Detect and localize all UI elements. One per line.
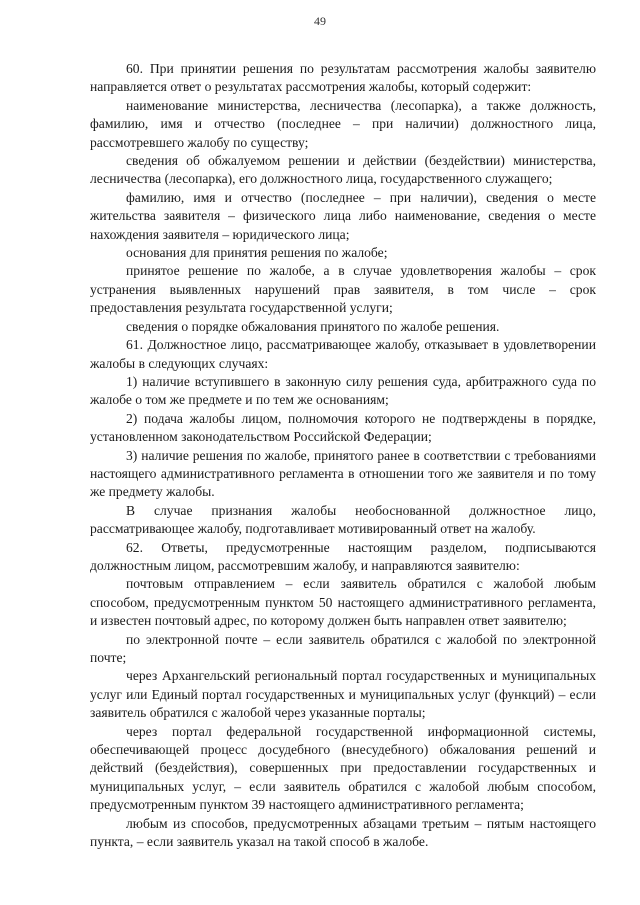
paragraph-item: сведения о порядке обжалования принятого по жалобе решения. [126, 318, 500, 334]
paragraph-60-intro: 60. При принятии решения по результатам рассмотрения жалобы заявителю направляется ответ о результатах рассмотрения жалобы, который содержит: [90, 61, 596, 95]
paragraph-item: любым из способов, предусмотренных абзацами третьим – пятым настоящего пункта, – если заявитель указал на такой способ в жалобе. [90, 815, 596, 850]
paragraph-item: 2) подача жалобы лицом, полномочия которого не подтверждены в порядке, установленном законодательством Российской Федерации; [90, 410, 596, 445]
paragraph-item: через портал федеральной государственной информационной системы, обеспечивающей процесс досудебного (внесудебного) обжалования решений и действий (бездействия), совершенных при предоставлении государственных и муниципальных услуг, – если заявитель обратился с жалобой любым способом, предусмотренным пунктом 39 настоящего административного регламента; [90, 723, 596, 813]
paragraph-62-intro: 62. Ответы, предусмотренные настоящим разделом, подписываются должностным лицом, рассмотревшим жалобу, и направляются заявителю: [90, 539, 596, 573]
paragraph-item: В случае признания жалобы необоснованной должностное лицо, рассматривающее жалобу, подготавливает мотивированный ответ на жалобу. [90, 502, 596, 537]
paragraph-item: 3) наличие решения по жалобе, принятого ранее в соответствии с требованиями настоящего административного регламента в отношении того же заявителя и по тому же предмету жалобы. [90, 447, 596, 500]
paragraph-item: фамилию, имя и отчество (последнее – при наличии), сведения о месте жительства заявителя – физического лица либо наименование, сведения о месте нахождения заявителя – юридического лица; [90, 189, 596, 242]
paragraph-item: через Архангельский региональный портал государственных и муниципальных услуг или Единый портал государственных и муниципальных услуг (функций) – если заявитель обратился с жалобой через указанные порталы; [90, 668, 596, 721]
paragraph-item: основания для принятия решения по жалобе; [126, 245, 388, 261]
paragraph-item: 1) наличие вступившего в законную силу решения суда, арбитражного суда по жалобе о том же предмете и по тем же основаниям; [90, 373, 596, 408]
document-body [90, 60, 596, 851]
page-number: 49 [314, 14, 326, 28]
paragraph-item: по электронной почте – если заявитель обратился с жалобой по электронной почте; [90, 631, 596, 665]
paragraph-item: наименование министерства, лесничества (лесопарка), а также должность, фамилию, имя и отчество (последнее – при наличии) должностного лица, рассмотревшего жалобу по существу; [90, 97, 596, 150]
paragraph-61-intro: 61. Должностное лицо, рассматривающее жалобу, отказывает в удовлетворении жалобы в следующих случаях: [90, 337, 596, 371]
paragraph-item: почтовым отправлением – если заявитель обратился с жалобой любым способом, предусмотренным пунктом 50 настоящего административного регламента, и известен почтовый адрес, по которому должен быть направлен ответ заявителю; [90, 576, 596, 629]
paragraph-item: сведения об обжалуемом решении и действии (бездействии) министерства, лесничества (лесопарка), его должностного лица, государственного служащего; [90, 153, 596, 187]
paragraph-item: принятое решение по жалобе, а в случае удовлетворения жалобы – срок устранения выявленных нарушений прав заявителя, в том числе – срок предоставления результата государственной услуги; [90, 263, 596, 316]
